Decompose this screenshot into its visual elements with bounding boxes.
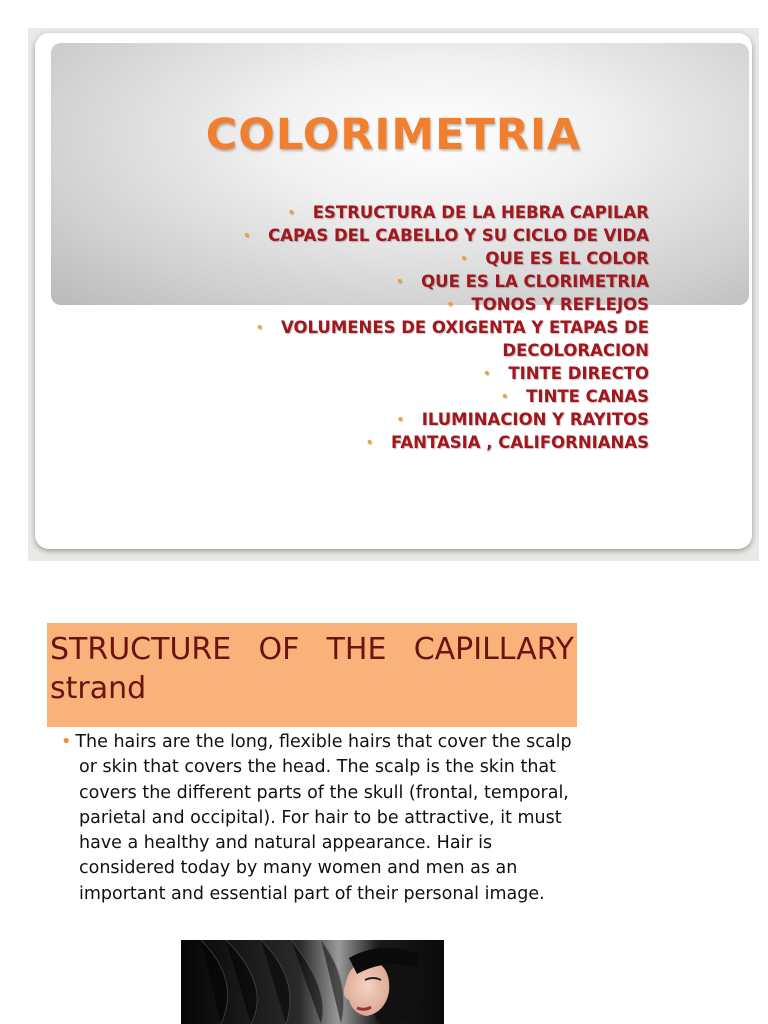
topic-item: • TONOS Y REFLEJOS (446, 295, 649, 314)
topic-item: • VOLUMENES DE OXIGENTA Y ETAPAS DE DECOLORACION (243, 316, 649, 362)
bullet-icon: • (366, 436, 374, 449)
woman-with-long-black-hair-photo-icon (181, 940, 444, 1024)
topic-item: • TINTE CANAS (501, 387, 649, 406)
topic-list (243, 201, 649, 454)
slide-2-title: STRUCTURE OF THE CAPILLARY strand (50, 632, 574, 706)
topic-item-continuation: DECOLORACION (502, 341, 649, 360)
slide-1 (28, 28, 759, 561)
topic-item: • ILUMINACION Y RAYITOS (396, 410, 649, 429)
topic-item: • TINTE DIRECTO (483, 364, 649, 383)
body-paragraph: • The hairs are the long, flexible hairs that cover the scalp or skin that covers the head. The scalp is the skin that covers the different parts of the skull (frontal, temporal, parietal and occipital). For hair to be attractive, it must have a healthy and natural appearance. Hair is considered today by many women and men as an important and essential part of their personal image. (61, 732, 572, 904)
topic-item: • ESTRUCTURA DE LA HEBRA CAPILAR (287, 203, 649, 222)
bullet-icon: • (255, 321, 263, 334)
slide-1-title: COLORIMETRIA (205, 110, 582, 160)
topic-item: • QUE ES EL COLOR (460, 249, 649, 268)
slide-2-header (47, 623, 577, 727)
slide-2-body (57, 730, 577, 907)
bullet-icon: • (446, 298, 454, 311)
bullet-icon: • (460, 252, 468, 265)
bullet-icon: • (243, 229, 251, 242)
bullet-icon: • (287, 206, 295, 219)
bullet-icon: • (61, 732, 72, 752)
bullet-icon: • (483, 367, 491, 380)
bullet-icon: • (396, 275, 404, 288)
topic-item: • QUE ES LA CLORIMETRIA (396, 272, 649, 291)
topic-item: • FANTASIA , CALIFORNIANAS (366, 433, 649, 452)
bullet-icon: • (501, 390, 509, 403)
topic-item: • CAPAS DEL CABELLO Y SU CICLO DE VIDA (243, 226, 649, 245)
slide-1-card (35, 33, 752, 549)
bullet-icon: • (396, 413, 404, 426)
